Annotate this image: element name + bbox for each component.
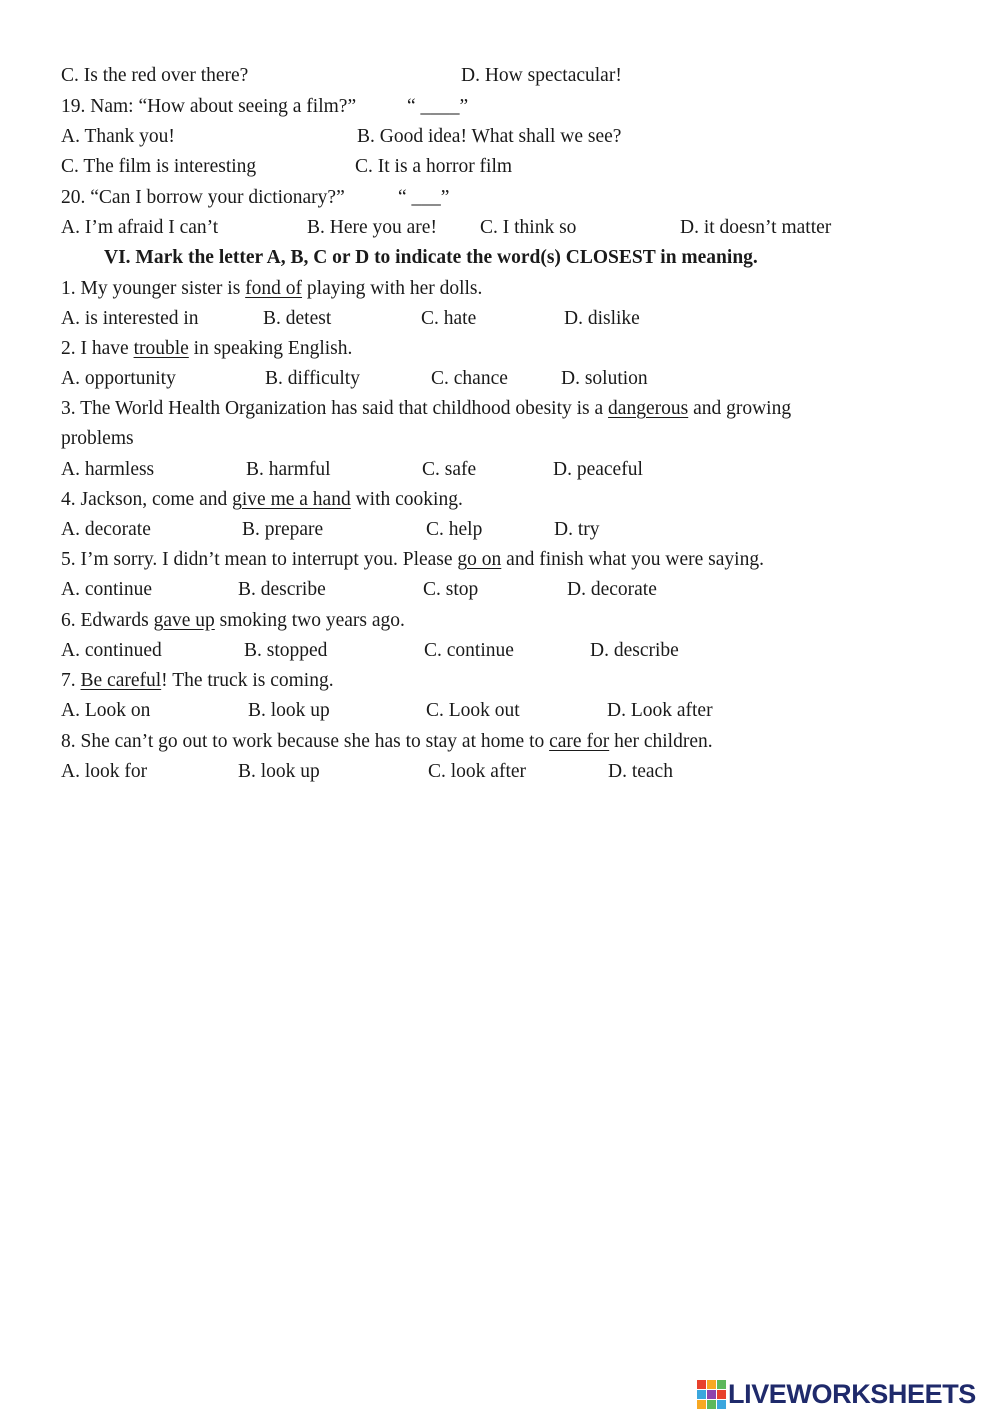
- option-a: A. continued: [61, 640, 162, 661]
- question-2-options: [0, 364, 1000, 394]
- question-text-before: 4. Jackson, come and: [61, 489, 233, 510]
- underlined-keyword: Be careful: [80, 670, 162, 691]
- option-d: D. solution: [561, 368, 648, 389]
- question-text-before: 3. The World Health Organization has said that childhood obesity is a: [61, 398, 609, 419]
- option-d: D. it doesn’t matter: [680, 217, 832, 238]
- option-c: C. Look out: [426, 700, 520, 721]
- logo-cell: [707, 1400, 716, 1409]
- option-d: D. dislike: [564, 308, 640, 329]
- question-text: [61, 606, 405, 636]
- question-text-before: 2. I have: [61, 338, 134, 359]
- option-c: C. I think so: [480, 217, 577, 238]
- question-text-after: in speaking English.: [188, 338, 353, 359]
- question-text-before: 7.: [61, 670, 81, 691]
- option-a: A. opportunity: [61, 368, 176, 389]
- underlined-keyword: dangerous: [608, 398, 689, 419]
- question-7-options: [0, 696, 1000, 726]
- question-1-options: [0, 304, 1000, 334]
- option-a: A. continue: [61, 579, 152, 600]
- logo-cell: [697, 1400, 706, 1409]
- option-b: B. difficulty: [265, 368, 360, 389]
- question-text-before: 8. She can’t go out to work because she has to stay at home to: [61, 731, 550, 752]
- underlined-keyword: gave up: [153, 610, 215, 631]
- option-d: D. try: [554, 519, 600, 540]
- question-text-after: and growing: [688, 398, 792, 419]
- underlined-keyword: trouble: [133, 338, 189, 359]
- question-19: [0, 92, 1000, 122]
- section-heading: [0, 243, 1000, 273]
- question-text-after: ! The truck is coming.: [161, 670, 334, 691]
- question-19-options-row1: [0, 122, 1000, 152]
- question-5: [0, 545, 1000, 575]
- option-b: B. prepare: [242, 519, 324, 540]
- question-text-after: playing with her dolls.: [302, 278, 483, 299]
- question-text-after: with cooking.: [350, 489, 463, 510]
- option-a: A. look for: [61, 761, 148, 782]
- question-3-continuation: [0, 424, 1000, 454]
- option-b: B. Good idea! What shall we see?: [357, 126, 622, 147]
- option-c: C. hate: [421, 308, 477, 329]
- question-text-before: 1. My younger sister is: [61, 278, 246, 299]
- option-c: C. chance: [431, 368, 508, 389]
- section-title: VI. Mark the letter A, B, C or D to indicate the word(s) CLOSEST in meaning.: [104, 247, 758, 268]
- question-text: [61, 274, 482, 304]
- option-c: C. stop: [423, 579, 479, 600]
- option-d: D. peaceful: [553, 459, 643, 480]
- question-8-options: [0, 757, 1000, 787]
- option-a: A. Look on: [61, 700, 151, 721]
- question-18-options: [0, 61, 1000, 91]
- logo-cell: [717, 1380, 726, 1389]
- option-a: A. decorate: [61, 519, 151, 540]
- question-text: [61, 394, 791, 424]
- answer-blank: “ ____”: [407, 96, 469, 117]
- option-b: B. describe: [238, 579, 326, 600]
- option-b: B. detest: [263, 308, 332, 329]
- question-text-after: smoking two years ago.: [214, 610, 405, 631]
- option-d: D. decorate: [567, 579, 657, 600]
- question-text-continued: problems: [61, 428, 134, 449]
- question-prompt: 20. “Can I borrow your dictionary?”: [61, 187, 345, 208]
- option-a: A. is interested in: [61, 308, 199, 329]
- option-c: C. safe: [422, 459, 477, 480]
- question-text-before: 6. Edwards: [61, 610, 154, 631]
- question-1: [0, 274, 1000, 304]
- option-d: D. teach: [608, 761, 673, 782]
- logo-cell: [707, 1380, 716, 1389]
- option-b: B. look up: [248, 700, 330, 721]
- underlined-keyword: care for: [549, 731, 610, 752]
- question-text-after: her children.: [609, 731, 713, 752]
- option-b: B. look up: [238, 761, 320, 782]
- question-8: [0, 727, 1000, 757]
- option-a: A. Thank you!: [61, 126, 175, 147]
- option-d: D. describe: [590, 640, 679, 661]
- question-20-options: [0, 213, 1000, 243]
- option-c: C. help: [426, 519, 483, 540]
- question-text: [61, 334, 352, 364]
- question-4-options: [0, 515, 1000, 545]
- option-b: B. stopped: [244, 640, 328, 661]
- option-b: B. Here you are!: [307, 217, 437, 238]
- question-text-after: and finish what you were saying.: [501, 549, 764, 570]
- question-6-options: [0, 636, 1000, 666]
- option-d: D. How spectacular!: [461, 65, 622, 86]
- question-2: [0, 334, 1000, 364]
- logo-cell: [717, 1400, 726, 1409]
- logo-cell: [697, 1390, 706, 1399]
- question-text: [61, 485, 463, 515]
- option-a: A. harmless: [61, 459, 155, 480]
- question-text: [61, 666, 334, 696]
- option-c-second: C. It is a horror film: [355, 156, 513, 177]
- logo-cell: [707, 1390, 716, 1399]
- question-text: [61, 727, 713, 757]
- option-a: A. I’m afraid I can’t: [61, 217, 219, 238]
- question-5-options: [0, 575, 1000, 605]
- logo-cell: [717, 1390, 726, 1399]
- option-b: B. harmful: [246, 459, 331, 480]
- question-4: [0, 485, 1000, 515]
- question-6: [0, 606, 1000, 636]
- watermark-text: LIVEWORKSHEETS: [728, 1378, 976, 1409]
- option-d: D. Look after: [607, 700, 713, 721]
- question-20: [0, 183, 1000, 213]
- question-text-before: 5. I’m sorry. I didn’t mean to interrupt you. Please: [61, 549, 458, 570]
- logo-cell: [697, 1380, 706, 1389]
- question-19-options-row2: [0, 152, 1000, 182]
- question-3-options: [0, 455, 1000, 485]
- underlined-keyword: give me a hand: [232, 489, 351, 510]
- option-c: C. look after: [428, 761, 527, 782]
- question-text: [61, 545, 764, 575]
- liveworksheets-watermark: [697, 1377, 997, 1411]
- question-prompt: 19. Nam: “How about seeing a film?”: [61, 96, 357, 117]
- option-c: C. The film is interesting: [61, 156, 257, 177]
- underlined-keyword: go on: [457, 549, 502, 570]
- question-3: [0, 394, 1000, 424]
- option-c: C. continue: [424, 640, 514, 661]
- liveworksheets-logo-icon: [697, 1380, 726, 1409]
- answer-blank: “ ___”: [398, 187, 450, 208]
- question-7: [0, 666, 1000, 696]
- underlined-keyword: fond of: [245, 278, 303, 299]
- option-c: C. Is the red over there?: [61, 65, 249, 86]
